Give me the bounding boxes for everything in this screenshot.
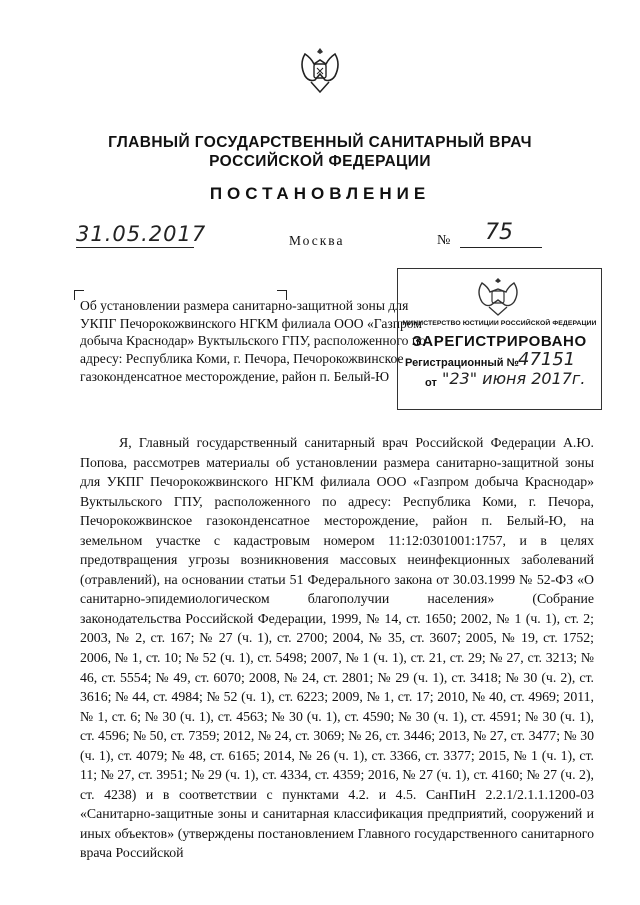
body-paragraph: Я, Главный государственный санитарный врач Российской Федерации А.Ю. Попова, рассмотрев материалы об установлении размера санитарно-защитной зоны для УКПГ Печорокожвинского НГКМ филиала ООО «Газпром добыча Краснодар» Вуктыльского ГПУ, расположенного по адресу: Республика Коми, г. Печора, Печорокожвинское газоконденсатное месторождение, район п. Белый-Ю, на земельном участке с кадастровым номером 11:12:0301001:1757, и в целях предотвращения угрозы возникновения массовых неинфекционных заболеваний (отравлений), на основании статьи 51 Федерального закона от 30.03.1999 № 52-ФЗ «О санитарно-эпидемиологическом благополучии населения» (Собрание законодательства Российской Федерации, 1999, № 14, ст. 1650; 2002, № 1 (ч. 1), ст. 2; 2003, № 2, ст. 167; № 27 (ч. 1), ст. 2700; 2004, № 35, ст. 3607; 2005, № 19, ст. 1752; 2006, № 1, ст. 10; № 52 (ч. 1), ст. 5498; 2007, № 1 (ч. 1), ст. 21, ст. 29; № 27, ст. 3213; № 46, ст. 5554; № 49, ст. 6070; 2008, № 24, ст. 2801; № 29 (ч. 1), ст. 3418; № 30 (ч. 2), ст. 3616; № 44, ст. 4984; № 52 (ч. 1), ст. 6223; 2009, № 1, ст. 17; 2010, № 40, ст. 4969; 2011, № 1, ст. 6; № 30 (ч. 1), ст. 4563; № 30 (ч. 1), ст. 4590; № 30 (ч. 1), ст. 4591; № 30 (ч. 1), ст. 4596; № 50, ст. 7359; 2012, № 24, ст. 3069; № 26, ст. 3446; 2013, № 27, ст. 3477; № 30 (ч. 1), ст. 4079; № 48, ст. 6165; 2014, № 26 (ч. 1), ст. 3366, ст. 3377; 2015, № 1 (ч. 1), ст. 11; № 27, ст. 3951; № 29 (ч. 1), ст. 4334, ст. 4359; 2016, № 27 (ч. 1), ст. 4160; № 27 (ч. 2), ст. 4238) и в соответствии с пунктами 4.2. и 4.5. СанПиН 2.2.1/2.1.1.1200-03 «Санитарно-защитные зоны и санитарная классификация предприятий, сооружений и иных объектов» (утверждены постановлением Главного государственного санитарного врача Российской (80, 435, 594, 861)
stamp-date-value: "23" июня 2017г. (442, 369, 586, 388)
registration-stamp (397, 268, 602, 410)
stamp-date-label: от (425, 377, 437, 389)
document-title: ПОСТАНОВЛЕНИЕ (209, 184, 431, 203)
document-number: 75 (485, 220, 513, 245)
coat-of-arms-icon (297, 46, 343, 96)
document-subject: Об установлении размера санитарно-защитной зоны для УКПГ Печорокожвинского НГКМ филиала ООО «Газпром добыча Краснодар» Вуктыльского ГПУ, расположенного по адресу: Республика Коми, г. Печора, Печорокожвинское газоконденсатное месторождение, район п. Белый-Ю (80, 298, 426, 384)
stamp-emblem-icon (476, 277, 520, 317)
stamp-reg-label: Регистрационный № (405, 357, 519, 369)
document-city: Москва (289, 233, 345, 248)
number-underline (460, 247, 542, 248)
document-date: 31.05.2017 (76, 222, 207, 246)
issuer-line-1: ГЛАВНЫЙ ГОСУДАРСТВЕННЫЙ САНИТАРНЫЙ ВРАЧ (108, 134, 532, 151)
stamp-reg-number: 47151 (518, 349, 576, 370)
stamp-status: ЗАРЕГИСТРИРОВАНО (412, 333, 587, 350)
issuer-line-2: РОССИЙСКОЙ ФЕДЕРАЦИИ (209, 153, 431, 170)
stamp-ministry: МИНИСТЕРСТВО ЮСТИЦИИ РОССИЙСКОЙ ФЕДЕРАЦИИ (402, 320, 597, 327)
number-label: № (437, 233, 451, 248)
date-underline (76, 247, 194, 248)
